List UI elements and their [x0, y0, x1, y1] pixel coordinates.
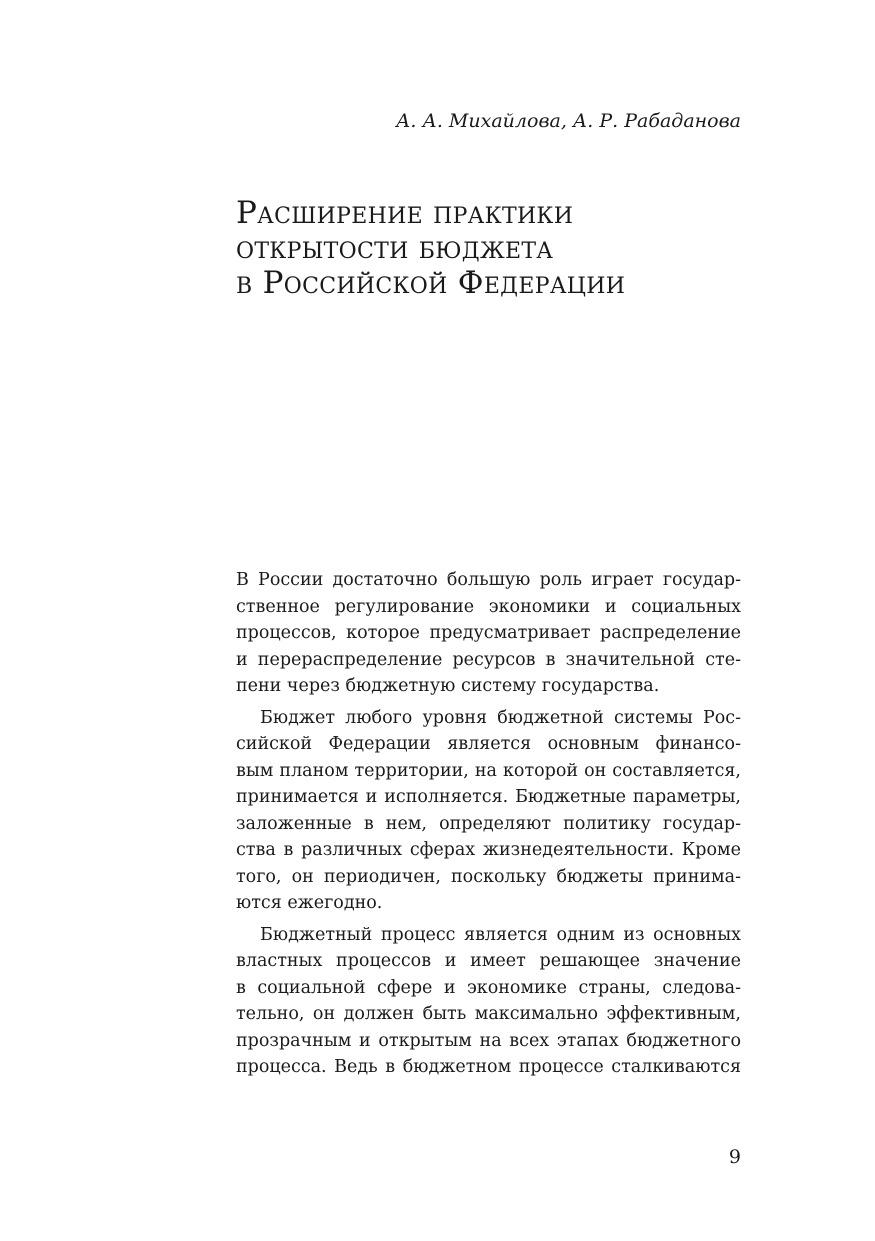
text-line: принимается и исполняется. Бюджетные параметры, [236, 787, 741, 807]
page-number: 9 [728, 1146, 741, 1168]
text-line: властных процессов и имеет решающее значение [236, 951, 741, 971]
text-line: сийской Федерации является основным финансо- [236, 734, 741, 754]
text-line: и перераспределение ресурсов в значительной сте- [236, 649, 741, 670]
chapter-title-line: в Российской Федерации [236, 265, 626, 301]
text-line: Бюджетный процесс является одним из основных [260, 924, 741, 945]
text-line: тельно, он должен быть максимально эффективным, [236, 1004, 741, 1024]
text-line: В России достаточно большую роль играет государ- [236, 570, 741, 590]
text-line: процесса. Ведь в бюджетном процессе сталкиваются [236, 1057, 741, 1077]
text-line: ются ежегодно. [236, 893, 383, 913]
text-line: Бюджет любого уровня бюджетной системы Рос- [260, 707, 741, 728]
authors-line: А. А. Михайлова, А. Р. Рабаданова [396, 110, 741, 132]
text-line: в социальной сфере и экономике страны, следова- [236, 977, 741, 998]
text-line: прозрачным и открытым на всех этапах бюджетного [236, 1030, 741, 1051]
paragraph [236, 705, 741, 917]
chapter-title-line: Расширение практики [236, 195, 574, 231]
paragraph [236, 922, 741, 1081]
chapter-title-line: открытости бюджета [236, 230, 554, 266]
chapter-title [236, 196, 796, 301]
text-line: вым планом территории, на которой он составляется, [236, 760, 741, 781]
text-line: заложенные в нем, определяют политику государ- [236, 813, 741, 834]
text-line: пени через бюджетную систему государства. [236, 676, 660, 696]
text-line: процессов, которое предусматривает распределение [236, 623, 741, 643]
text-line: ства в различных сферах жизнедеятельности. Кроме [236, 840, 741, 860]
body-text [236, 567, 741, 1086]
text-line: ственное регулирование экономики и социальных [236, 596, 741, 617]
text-line: того, он периодичен, поскольку бюджеты принима- [236, 866, 741, 887]
paragraph [236, 567, 741, 700]
